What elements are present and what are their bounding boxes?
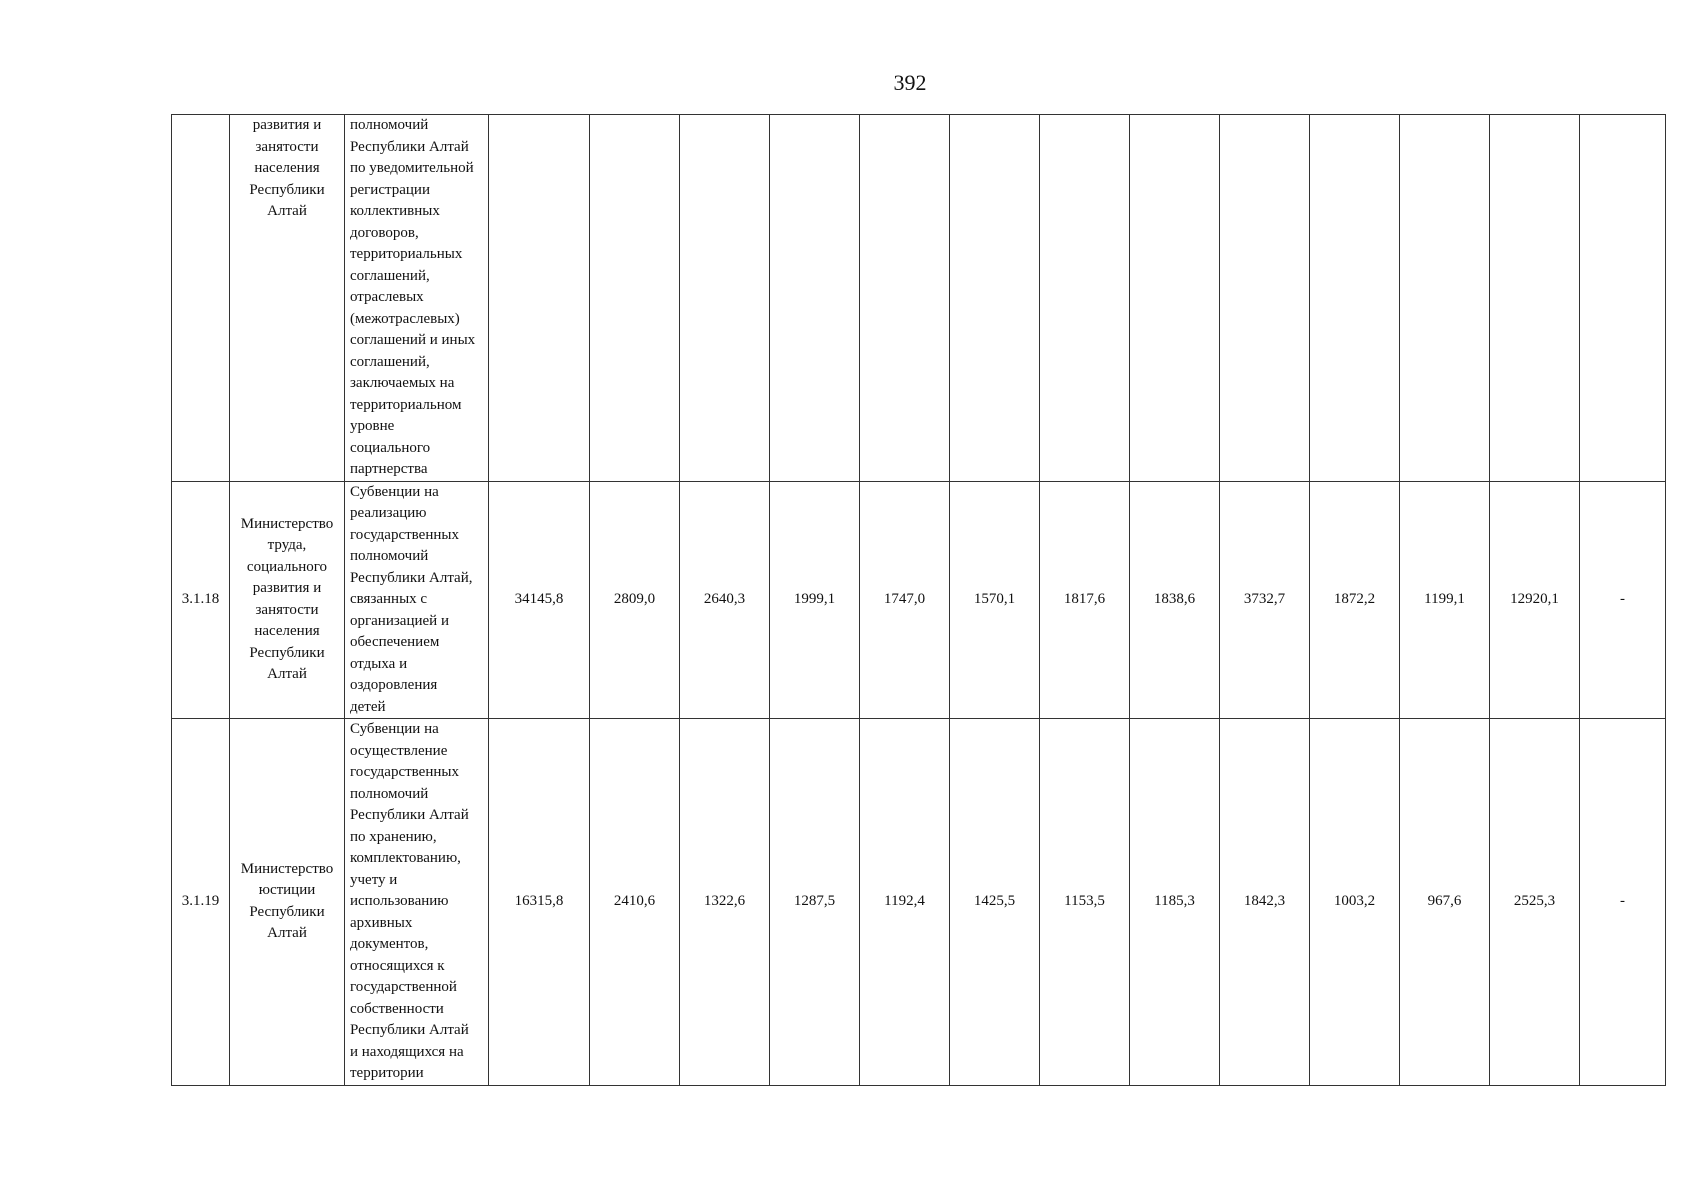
row-organization (230, 115, 345, 482)
table-row (172, 115, 1666, 482)
value-cell (770, 115, 860, 482)
value-cell: 2809,0 (590, 481, 680, 719)
value-cell (1220, 115, 1310, 482)
value-total: 16315,8 (489, 719, 590, 1086)
budget-table (171, 114, 1666, 1086)
value-cell (1400, 115, 1490, 482)
description-text: полномочий Республики Алтай по уведомительной регистрации коллективных договоров, территориальных соглашений, отраслевых (межотраслевых) соглашений и иных соглашений, заключаемых на территориальном уровне социального партнерства (350, 117, 476, 477)
value-cell: 2410,6 (590, 719, 680, 1086)
value-cell: 1322,6 (680, 719, 770, 1086)
value-last: - (1580, 481, 1666, 719)
value-cell: 1872,2 (1310, 481, 1400, 719)
value-cell: 1153,5 (1040, 719, 1130, 1086)
description-text: Субвенции на осуществление государственных полномочий Республики Алтай по хранению, комплектованию, учету и использованию архивных документов, относящихся к государственной собственности Республики Алтай и находящихся на территории (350, 721, 469, 1081)
description-text: Субвенции на реализацию государственных полномочий Республики Алтай, связанных с организацией и обеспечением отдыха и оздоровления детей (350, 483, 473, 715)
value-cell: 1287,5 (770, 719, 860, 1086)
row-code: 3.1.19 (172, 719, 230, 1086)
row-description (345, 719, 489, 1086)
value-cell: 1003,2 (1310, 719, 1400, 1086)
value-cell: 1842,3 (1220, 719, 1310, 1086)
value-cell: 1185,3 (1130, 719, 1220, 1086)
value-cell: 1838,6 (1130, 481, 1220, 719)
row-description (345, 481, 489, 719)
value-cell (1490, 115, 1580, 482)
value-cell (680, 115, 770, 482)
row-organization (230, 719, 345, 1086)
table-row (172, 719, 1666, 1086)
value-cell (590, 115, 680, 482)
value-cell (950, 115, 1040, 482)
row-organization (230, 481, 345, 719)
value-cell: 967,6 (1400, 719, 1490, 1086)
organization-text: Министерство юстиции Республики Алтай (240, 860, 334, 942)
value-cell: 3732,7 (1220, 481, 1310, 719)
value-total (489, 115, 590, 482)
page-number: 392 (893, 70, 927, 95)
value-cell: 1999,1 (770, 481, 860, 719)
value-cell: 1747,0 (860, 481, 950, 719)
value-cell: 12920,1 (1490, 481, 1580, 719)
value-cell (1130, 115, 1220, 482)
value-cell: 1570,1 (950, 481, 1040, 719)
value-total: 34145,8 (489, 481, 590, 719)
value-cell (1040, 115, 1130, 482)
value-cell: 2640,3 (680, 481, 770, 719)
value-cell (860, 115, 950, 482)
value-last: - (1580, 719, 1666, 1086)
row-code (172, 115, 230, 482)
row-code: 3.1.18 (172, 481, 230, 719)
table-row (172, 481, 1666, 719)
organization-text: развития и занятости населения Республики Алтай (249, 117, 325, 219)
value-cell: 1425,5 (950, 719, 1040, 1086)
organization-text: Министерство труда, социального развития и занятости населения Республики Алтай (240, 515, 334, 683)
value-cell (1310, 115, 1400, 482)
value-cell: 1817,6 (1040, 481, 1130, 719)
row-description (345, 115, 489, 482)
value-last (1580, 115, 1666, 482)
value-cell: 1192,4 (860, 719, 950, 1086)
value-cell: 2525,3 (1490, 719, 1580, 1086)
value-cell: 1199,1 (1400, 481, 1490, 719)
